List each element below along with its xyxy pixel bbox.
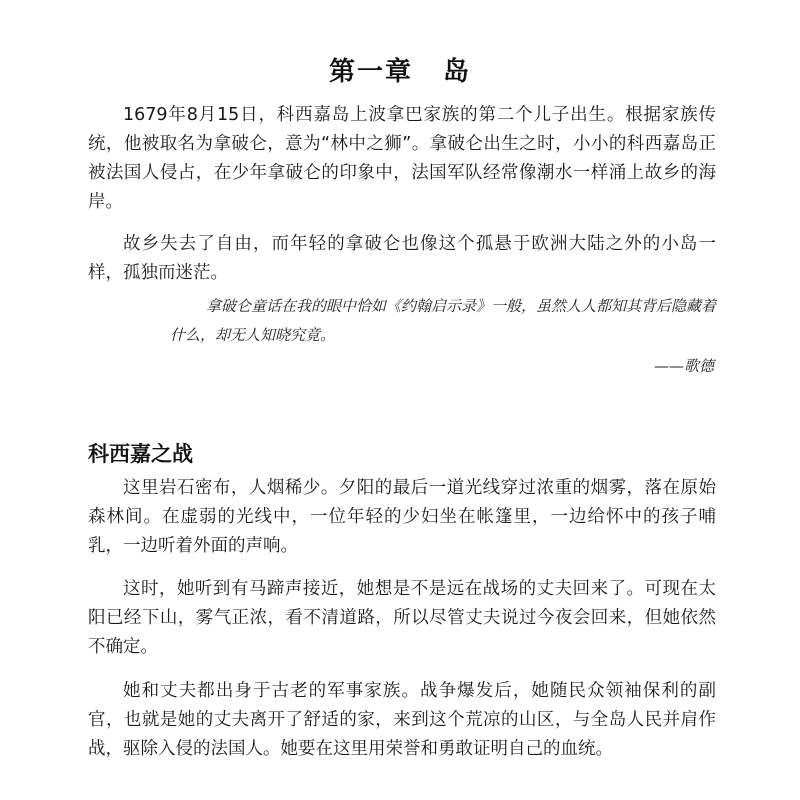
epigraph-quote: 拿破仑童话在我的眼中恰如《约翰启示录》一般，虽然人人都知其背后隐藏着什么，却无人知晓究竟。 [170, 297, 717, 344]
chapter-title [0, 51, 800, 88]
paragraph: 1679年8月15日，科西嘉岛上波拿巴家族的第二个儿子出生。根据家族传统，他被取名为拿破仑，意为“林中之狮”。拿破仑出生之时，小小的科西嘉岛正被法国人侵占，在少年拿破仑的印象中，法国军队经常像潮水一样涌上故乡的海岸。 [88, 105, 716, 212]
paragraph: 她和丈夫都出身于古老的军事家族。战争爆发后，她随民众领袖保利的副官，也就是她的丈夫离开了舒适的家，来到这个荒凉的山区，与全岛人民并肩作战，驱除入侵的法国人。她要在这里用荣誉和勇敢证明自己的血统。 [88, 681, 716, 759]
epigraph-attribution: ——歌德 [653, 357, 714, 375]
section-title: 科西嘉之战 [88, 442, 193, 467]
paragraph: 这时，她听到有马蹄声接近，她想是不是远在战场的丈夫回来了。可现在太阳已经下山，雾气正浓，看不清道路，所以尽管丈夫说过今夜会回来，但她依然不确定。 [88, 579, 716, 657]
paragraph: 这里岩石密布，人烟稀少。夕阳的最后一道光线穿过浓重的烟雾，落在原始森林间。在虚弱的光线中，一位年轻的少妇坐在帐篷里，一边给怀中的孩子哺乳，一边听着外面的声响。 [88, 478, 716, 556]
chapter-name: 岛 [443, 57, 472, 88]
paragraph: 故乡失去了自由，而年轻的拿破仑也像这个孤悬于欧洲大陆之外的小岛一样，孤独而迷茫。 [88, 234, 716, 283]
chapter-label: 第一章 [328, 57, 413, 88]
